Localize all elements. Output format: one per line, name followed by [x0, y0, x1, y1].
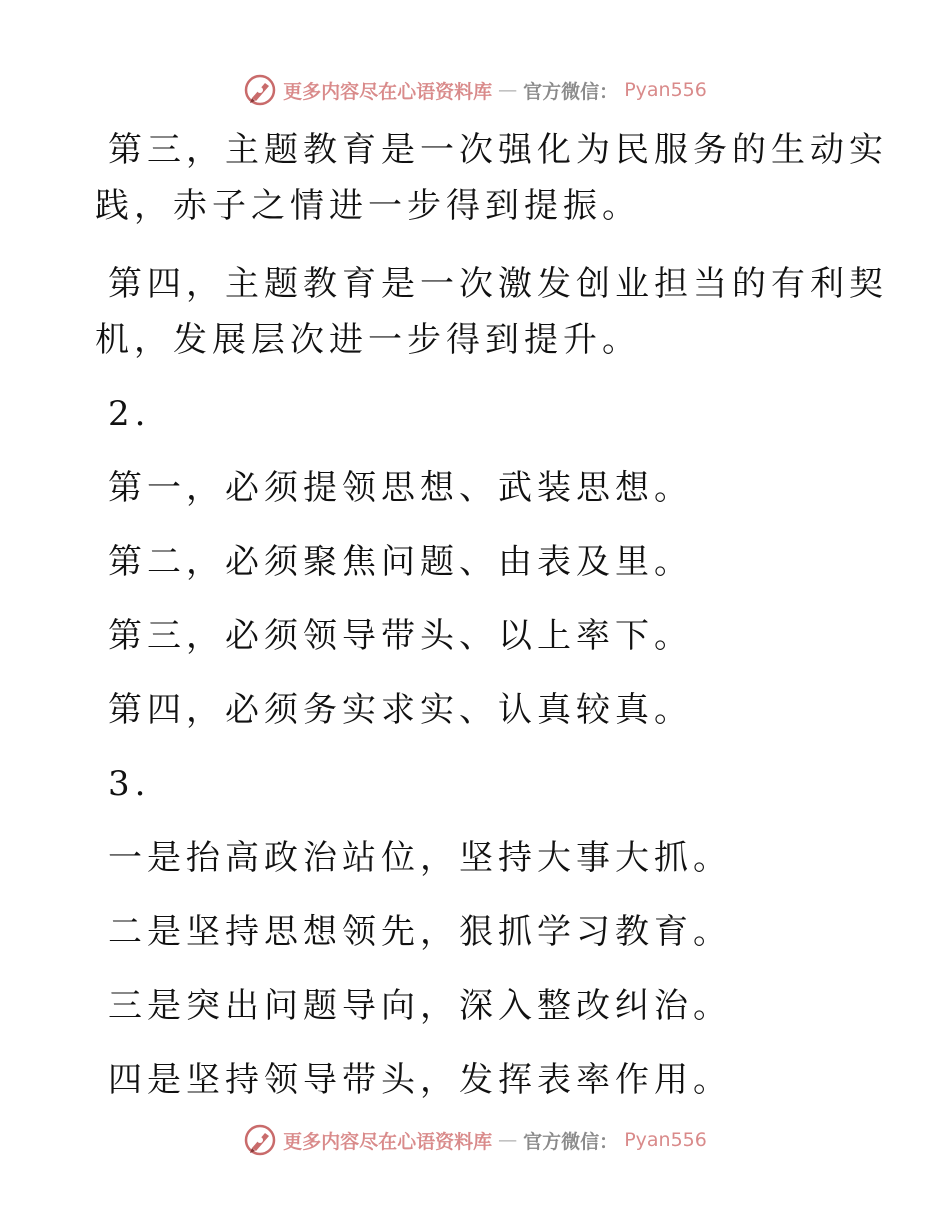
list-item-text: 第二，必须聚焦问题、由表及里。: [108, 542, 693, 582]
banner-wechat-id: Pyan556: [624, 79, 707, 101]
list-item-text: 第三，必须领导带头、以上率下。: [108, 616, 693, 656]
list-item: [108, 682, 693, 738]
list-item: [108, 978, 732, 1034]
list-item-text: 三是突出问题导向，深入整改纠治。: [108, 986, 732, 1026]
paragraph: [95, 122, 888, 234]
list-item: [108, 608, 693, 664]
pen-logo-icon: [243, 1123, 277, 1157]
list-item-text: 第一，必须提领思想、武装思想。: [108, 468, 693, 508]
section-number-text: 2.: [108, 394, 151, 434]
paragraph-line: 第四，主题教育是一次激发创业担当的有利契: [108, 264, 888, 304]
list-item-text: 一是抬高政治站位，坚持大事大抓。: [108, 838, 732, 878]
list-item: [108, 534, 693, 590]
banner-separator: —: [498, 79, 518, 101]
banner-wechat-label: 官方微信：: [523, 1130, 619, 1153]
pen-logo-icon: [243, 73, 277, 107]
banner-separator: —: [498, 1129, 518, 1151]
list-item-text: 二是坚持思想领先，狠抓学习教育。: [108, 912, 732, 952]
header-watermark-banner: [0, 70, 950, 110]
paragraph-line: 机，发展层次进一步得到提升。: [95, 320, 641, 360]
banner-title: 更多内容尽在心语资料库: [283, 1130, 493, 1153]
list-item: [108, 904, 732, 960]
list-item: [108, 1052, 732, 1108]
banner-title: 更多内容尽在心语资料库: [283, 80, 493, 103]
section-number-text: 3.: [108, 764, 151, 804]
paragraph-line: 第三，主题教育是一次强化为民服务的生动实: [108, 130, 888, 170]
list-item: [108, 830, 732, 886]
footer-watermark-banner: [0, 1120, 950, 1160]
paragraph-line: 践，赤子之情进一步得到提振。: [95, 186, 641, 226]
list-item-text: 第四，必须务实求实、认真较真。: [108, 690, 693, 730]
banner-wechat-id: Pyan556: [624, 1129, 707, 1151]
list-item-text: 四是坚持领导带头，发挥表率作用。: [108, 1060, 732, 1100]
paragraph: [95, 256, 888, 368]
section-number: [108, 386, 150, 442]
list-item: [108, 460, 693, 516]
banner-wechat-label: 官方微信：: [523, 80, 619, 103]
section-number: [108, 756, 150, 812]
